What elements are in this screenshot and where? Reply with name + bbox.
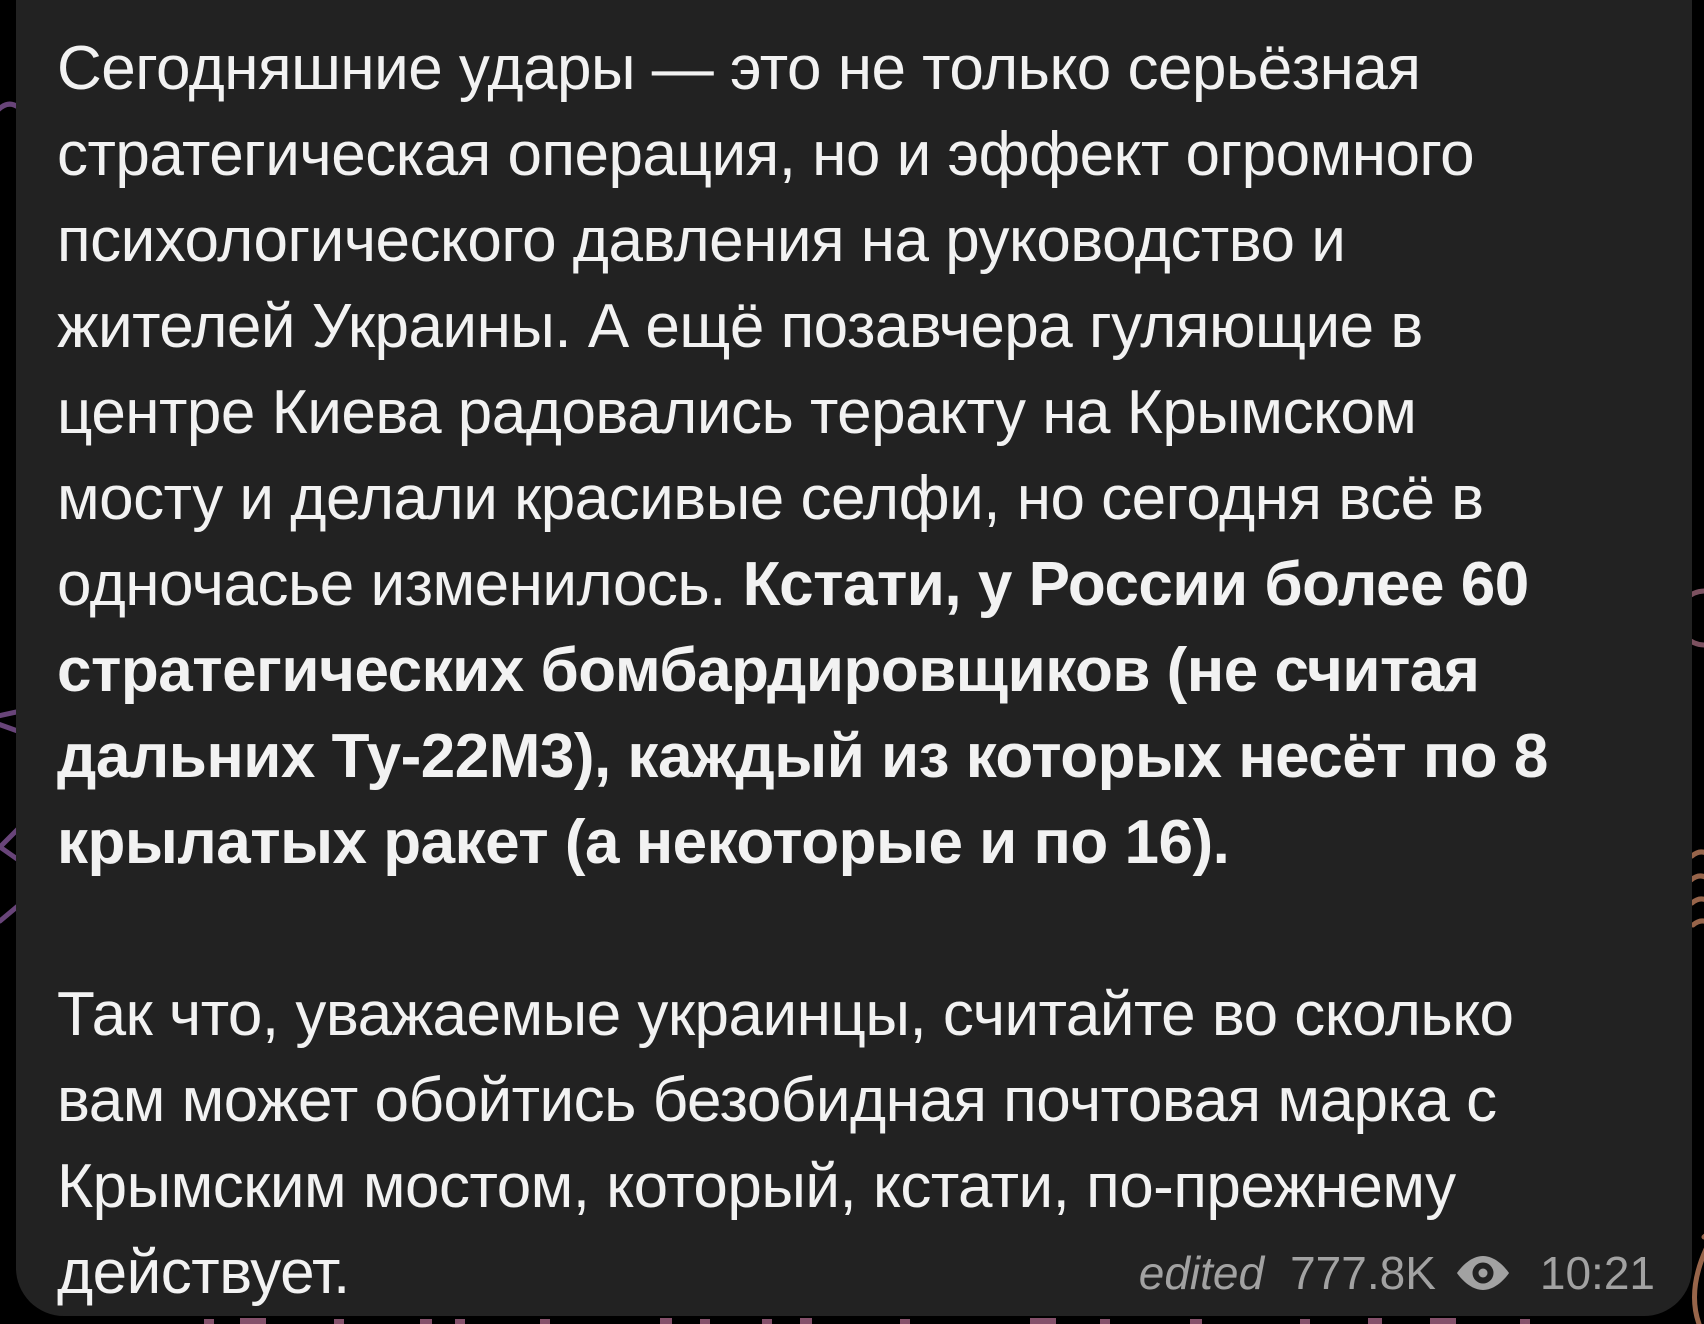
message-line: жителей Украины. А ещё позавчера гуляющие в — [57, 292, 1423, 361]
message-line: действует. — [57, 1238, 350, 1307]
message-line — [57, 886, 1548, 972]
edited-label: edited — [1138, 1247, 1265, 1299]
message-meta — [1139, 1246, 1655, 1300]
message-line: Так что, уважаемые украинцы, считайте во сколько — [57, 980, 1514, 1049]
message-line: вам может обойтись безобидная почтовая марка с — [57, 1066, 1497, 1135]
message-line: психологического давления на руководство и — [57, 206, 1346, 275]
message-line: стратегических бомбардировщиков (не считая — [57, 636, 1480, 705]
message-line: центре Киева радовались теракту на Крымском — [57, 378, 1417, 447]
message-line: мосту и делали красивые селфи, но сегодня всё в — [57, 464, 1484, 533]
message-line: Сегодняшние удары — это не только серьёзная — [57, 34, 1421, 103]
message-bubble[interactable] — [16, 0, 1692, 1316]
message-line: Крымским мостом, который, кстати, по-прежнему — [57, 1152, 1456, 1221]
eye-icon — [1454, 1252, 1512, 1294]
message-text — [57, 26, 1548, 1316]
message-line: одночасье изменилось. Кстати, у России более 60 — [57, 550, 1529, 619]
next-message-clipped-text — [0, 1316, 1704, 1324]
message-line: дальних Ту-22М3), каждый из которых несёт по 8 — [57, 722, 1548, 791]
message-line: крылатых ракет (а некоторые и по 16). — [57, 808, 1230, 877]
view-count: 777.8K — [1290, 1247, 1436, 1299]
timestamp: 10:21 — [1539, 1247, 1655, 1299]
message-line: стратегическая операция, но и эффект огромного — [57, 120, 1475, 189]
